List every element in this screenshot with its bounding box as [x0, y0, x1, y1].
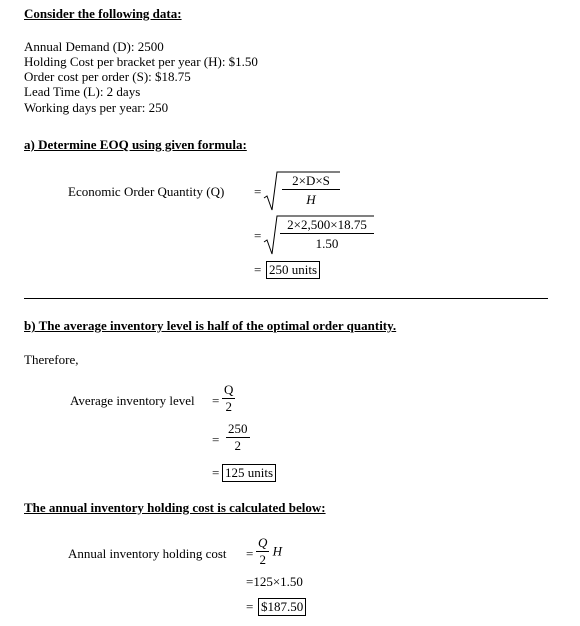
frac-holding-q-over-2: [256, 535, 269, 568]
avg-inventory-label: Average inventory level: [70, 393, 195, 408]
frac-holding-denominator: 2: [259, 552, 266, 567]
frac-250-numerator: 250: [228, 421, 248, 436]
data-line-lead-time: Lead Time (L): 2 days: [24, 84, 141, 99]
frac-250-over-2: [226, 421, 250, 454]
frac-250-over-2-inner: [226, 421, 250, 454]
data-line-order-cost: Order cost per order (S): $18.75: [24, 69, 191, 84]
holding-cost-result: $187.50: [258, 598, 306, 616]
sqrt-formula-1: [262, 170, 342, 212]
part-b-heading: b) The average inventory level is half of the optimal order quantity.: [24, 318, 397, 333]
section-divider: [24, 298, 548, 299]
frac-holding-suffix: H: [272, 543, 283, 559]
frac-q-over-2-h: [256, 535, 282, 568]
sqrt-2-denominator: 1.50: [315, 236, 339, 251]
avg-inventory-equals-1: =: [212, 393, 220, 408]
part-c-heading: The annual inventory holding cost is calculated below:: [24, 500, 326, 515]
eoq-equals-3: =: [254, 262, 262, 277]
sqrt-1-denominator: H: [306, 192, 316, 207]
holding-cost-step: =125×1.50: [246, 574, 303, 589]
holding-cost-label: Annual inventory holding cost: [68, 546, 227, 561]
avg-inventory-equals-2: =: [212, 432, 220, 447]
sqrt-formula-2: [262, 214, 376, 256]
holding-cost-equals-3: =: [246, 599, 254, 614]
frac-q-over-2-inner: [222, 382, 235, 415]
eoq-equals-1: =: [254, 184, 262, 199]
frac-q-denominator: 2: [225, 399, 232, 414]
part-a-heading: a) Determine EOQ using given formula:: [24, 137, 247, 152]
sqrt-2-numerator: 2×2,500×18.75: [280, 217, 374, 234]
data-heading: Consider the following data:: [24, 6, 182, 21]
frac-holding-numerator: Q: [258, 535, 268, 550]
frac-250-denominator: 2: [234, 438, 241, 453]
data-line-holding-cost: Holding Cost per bracket per year (H): $1.50: [24, 54, 258, 69]
data-line-demand: Annual Demand (D): 2500: [24, 39, 164, 54]
data-line-working-days: Working days per year: 250: [24, 100, 169, 115]
avg-inventory-equals-3: =: [212, 465, 220, 480]
eoq-label: Economic Order Quantity (Q): [68, 184, 225, 199]
eoq-result: 250 units: [266, 261, 320, 279]
frac-q-numerator: Q: [224, 382, 234, 397]
avg-inventory-result: 125 units: [222, 464, 276, 482]
sqrt-1-numerator: 2×D×S: [282, 173, 340, 190]
therefore-text: Therefore,: [24, 352, 79, 367]
holding-cost-equals-1: =: [246, 546, 254, 561]
frac-q-over-2: [222, 382, 235, 415]
eoq-equals-2: =: [254, 228, 262, 243]
